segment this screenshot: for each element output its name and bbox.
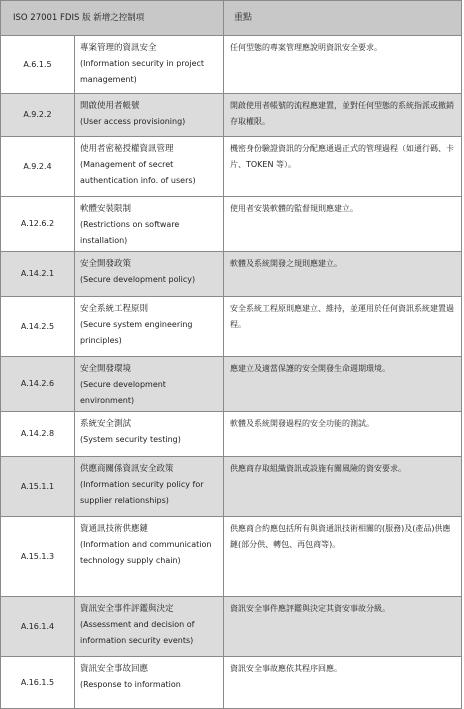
- table-row: [1, 457, 462, 517]
- header-key: 重點: [224, 1, 462, 36]
- control-key: 任何型態的專案管理應說明資訊安全要求。: [224, 36, 462, 94]
- control-key: 供應商存取組織資訊或設施有關風險的資安要求。: [224, 457, 462, 517]
- control-id: A.9.2.2: [1, 94, 75, 137]
- table-row: [1, 197, 462, 252]
- control-id: A.14.2.1: [1, 252, 75, 297]
- control-title: [75, 457, 224, 517]
- control-key: 開啟使用者帳號的流程應建置，並對任何型態的系統指派或撤銷存取權限。: [224, 94, 462, 137]
- control-title-en: (Information security policy for supplier relationships): [80, 480, 204, 505]
- control-key: 資訊安全事故應依其程序回應。: [224, 657, 462, 709]
- control-key: 軟體及系統開發過程的安全功能的測試。: [224, 412, 462, 457]
- table-row: [1, 597, 462, 657]
- table-row: [1, 137, 462, 197]
- control-title: [75, 252, 224, 297]
- control-title: [75, 657, 224, 709]
- control-title-zh: 使用者密秘授權資訊管理: [80, 144, 174, 154]
- control-title-zh: 專案管理的資訊安全: [80, 43, 157, 53]
- control-id: A.6.1.5: [1, 36, 75, 94]
- control-title-en: (Information security in project management): [80, 59, 205, 84]
- control-title-en: (User access provisioning): [80, 117, 186, 126]
- control-title-zh: 安全開發政策: [80, 259, 132, 269]
- control-title-zh: 安全系統工程原則: [80, 304, 149, 314]
- control-id: A.14.2.5: [1, 297, 75, 357]
- control-title-zh: 安全開發環境: [80, 364, 132, 374]
- table-row: [1, 357, 462, 412]
- control-key: 資訊安全事件應評鑑與決定其資安事故分級。: [224, 597, 462, 657]
- control-id: A.14.2.8: [1, 412, 75, 457]
- control-title-zh: 供應商關係資訊安全政策: [80, 464, 174, 474]
- control-title-en: (Restrictions on software installation): [80, 220, 180, 245]
- control-title-en: (Management of secret authentication info. of users): [80, 160, 196, 185]
- control-key: 供應商合約應包括所有與資通訊技術相關的(服務)及(產品)供應鏈(部分供、轉包、再包商等)。: [224, 517, 462, 597]
- control-title-en: (Response to information: [80, 680, 181, 689]
- control-key: 應建立及適當保護的安全開發生命週期環境。: [224, 357, 462, 412]
- control-title-zh: 系統安全測試: [80, 419, 132, 429]
- control-title-zh: 資通訊技術供應鏈: [80, 524, 149, 534]
- control-title: [75, 517, 224, 597]
- table-row: [1, 36, 462, 94]
- control-title: [75, 36, 224, 94]
- control-title-en: (Secure development policy): [80, 275, 196, 284]
- table-row: [1, 412, 462, 457]
- control-title-en: (Information and communication technology supply chain): [80, 540, 212, 565]
- table-row: [1, 517, 462, 597]
- control-key: 機密身份驗證資訊的分配應通過正式的管理過程（如通行碼、卡片、TOKEN 等）。: [224, 137, 462, 197]
- control-title: [75, 357, 224, 412]
- control-key: 軟體及系統開發之規則應建立。: [224, 252, 462, 297]
- control-title-zh: 軟體安裝限制: [80, 204, 132, 214]
- table-row: [1, 657, 462, 709]
- table-row: [1, 252, 462, 297]
- control-title: [75, 297, 224, 357]
- control-title: [75, 412, 224, 457]
- control-title-en: (Secure development environment): [80, 380, 166, 405]
- control-title-zh: 開啟使用者帳號: [80, 101, 140, 111]
- control-id: A.15.1.1: [1, 457, 75, 517]
- table-row: [1, 297, 462, 357]
- control-title-en: (Assessment and decision of information security events): [80, 620, 195, 645]
- control-title: [75, 597, 224, 657]
- control-title: [75, 137, 224, 197]
- control-title-en: (Secure system engineering principles): [80, 320, 193, 345]
- control-title: [75, 197, 224, 252]
- table-row: [1, 94, 462, 137]
- control-key: 使用者安裝軟體的監督規則應建立。: [224, 197, 462, 252]
- control-id: A.16.1.4: [1, 597, 75, 657]
- control-key: 安全系統工程原則應建立、維持，並運用於任何資訊系統建置過程。: [224, 297, 462, 357]
- control-title-zh: 資訊安全事故回應: [80, 664, 149, 674]
- control-id: A.14.2.6: [1, 357, 75, 412]
- control-title: [75, 94, 224, 137]
- control-id: A.16.1.5: [1, 657, 75, 709]
- control-id: A.9.2.4: [1, 137, 75, 197]
- header-control: ISO 27001 FDIS 版 新增之控制項: [1, 1, 224, 36]
- control-id: A.15.1.3: [1, 517, 75, 597]
- control-id: A.12.6.2: [1, 197, 75, 252]
- control-title-zh: 資訊安全事件評鑑與決定: [80, 604, 174, 614]
- control-title-en: (System security testing): [80, 435, 181, 444]
- table-header-row: [1, 1, 462, 36]
